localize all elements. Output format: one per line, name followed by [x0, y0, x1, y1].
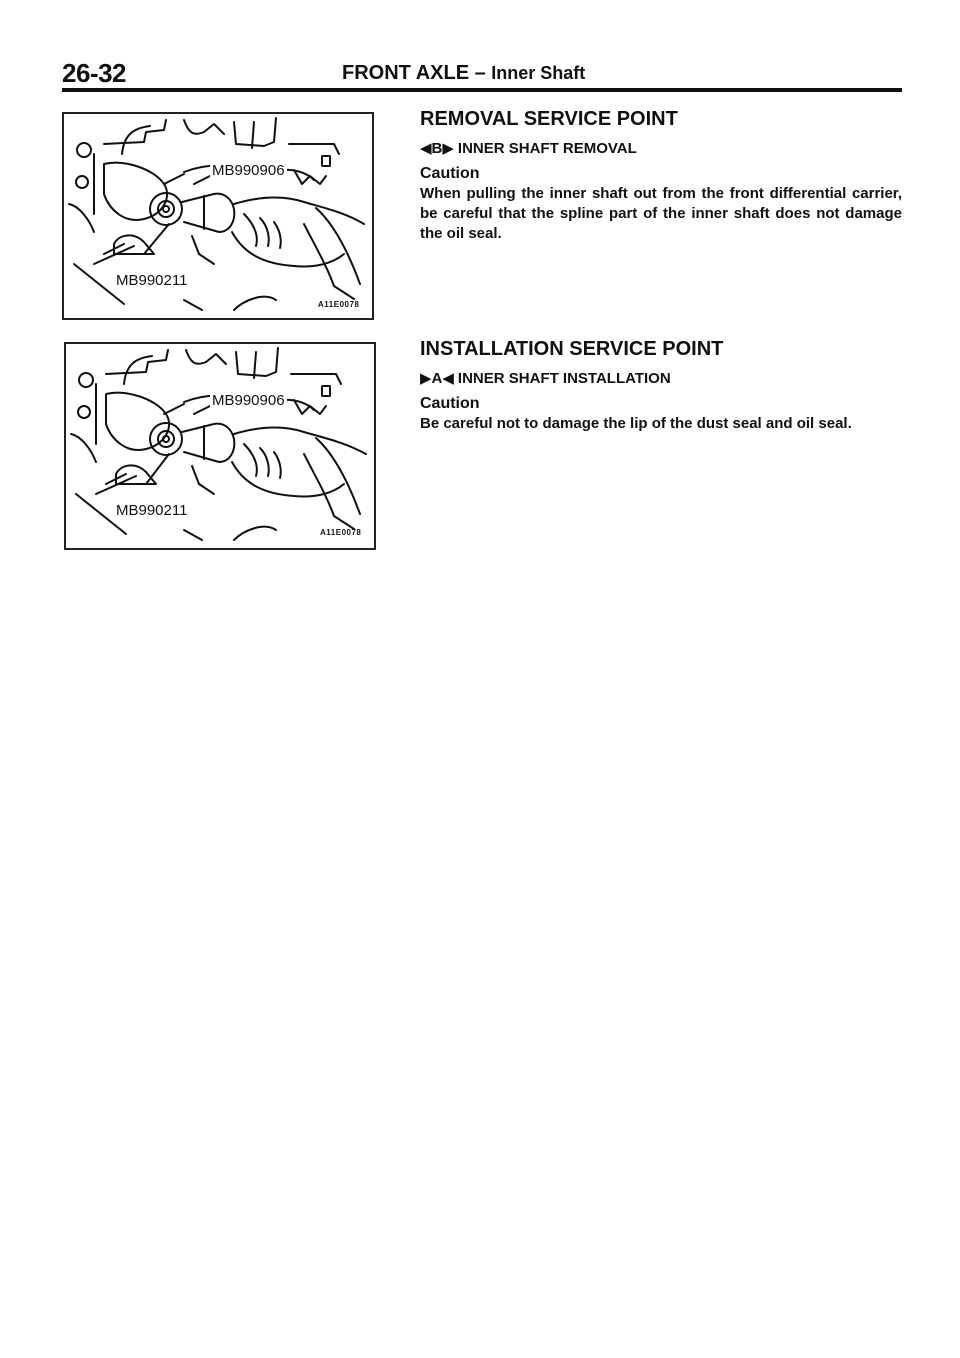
figure-label-tool-top: MB990906 — [212, 392, 285, 409]
removal-subtitle-text: INNER SHAFT REMOVAL — [457, 139, 637, 157]
removal-caution-text: When pulling the inner shaft out from the front differential carrier, be careful that the spline part of the inner shaft does not damage the oil seal. — [420, 185, 902, 242]
figure-inner-shaft-removal — [62, 112, 374, 320]
title-sub: Inner Shaft — [491, 63, 586, 83]
removal-section-title: REMOVAL SERVICE POINT — [420, 108, 678, 130]
figure-label-tool-bottom: MB990211 — [116, 272, 188, 289]
installation-subtitle — [420, 369, 902, 387]
illustration-inner-shaft-installation — [66, 344, 376, 550]
header-rule — [62, 88, 902, 92]
page-number: 26-32 — [62, 58, 126, 88]
installation-service-point-section — [420, 338, 902, 434]
installation-caution-label: Caution — [420, 395, 480, 412]
illustration-inner-shaft-removal — [64, 114, 374, 320]
figure-code: A11E0078 — [320, 528, 362, 537]
removal-marker-icon: ◀B▶ — [420, 140, 454, 157]
removal-subtitle — [420, 139, 902, 157]
title-main: FRONT AXLE — [342, 62, 470, 84]
page-title — [342, 62, 585, 85]
installation-caution-text: Be careful not to damage the lip of the dust seal and oil seal. — [420, 415, 852, 432]
figure-inner-shaft-installation — [64, 342, 376, 550]
removal-caution-label: Caution — [420, 165, 480, 182]
installation-subtitle-text: INNER SHAFT INSTALLATION — [457, 369, 671, 387]
figure-code: A11E0078 — [318, 300, 360, 309]
installation-marker-icon: ▶A◀ — [420, 370, 454, 387]
figure-label-tool-top: MB990906 — [212, 162, 285, 179]
removal-service-point-section — [420, 108, 902, 244]
figure-label-tool-bottom: MB990211 — [116, 502, 188, 519]
installation-section-title: INSTALLATION SERVICE POINT — [420, 338, 724, 360]
title-separator: – — [474, 62, 486, 84]
